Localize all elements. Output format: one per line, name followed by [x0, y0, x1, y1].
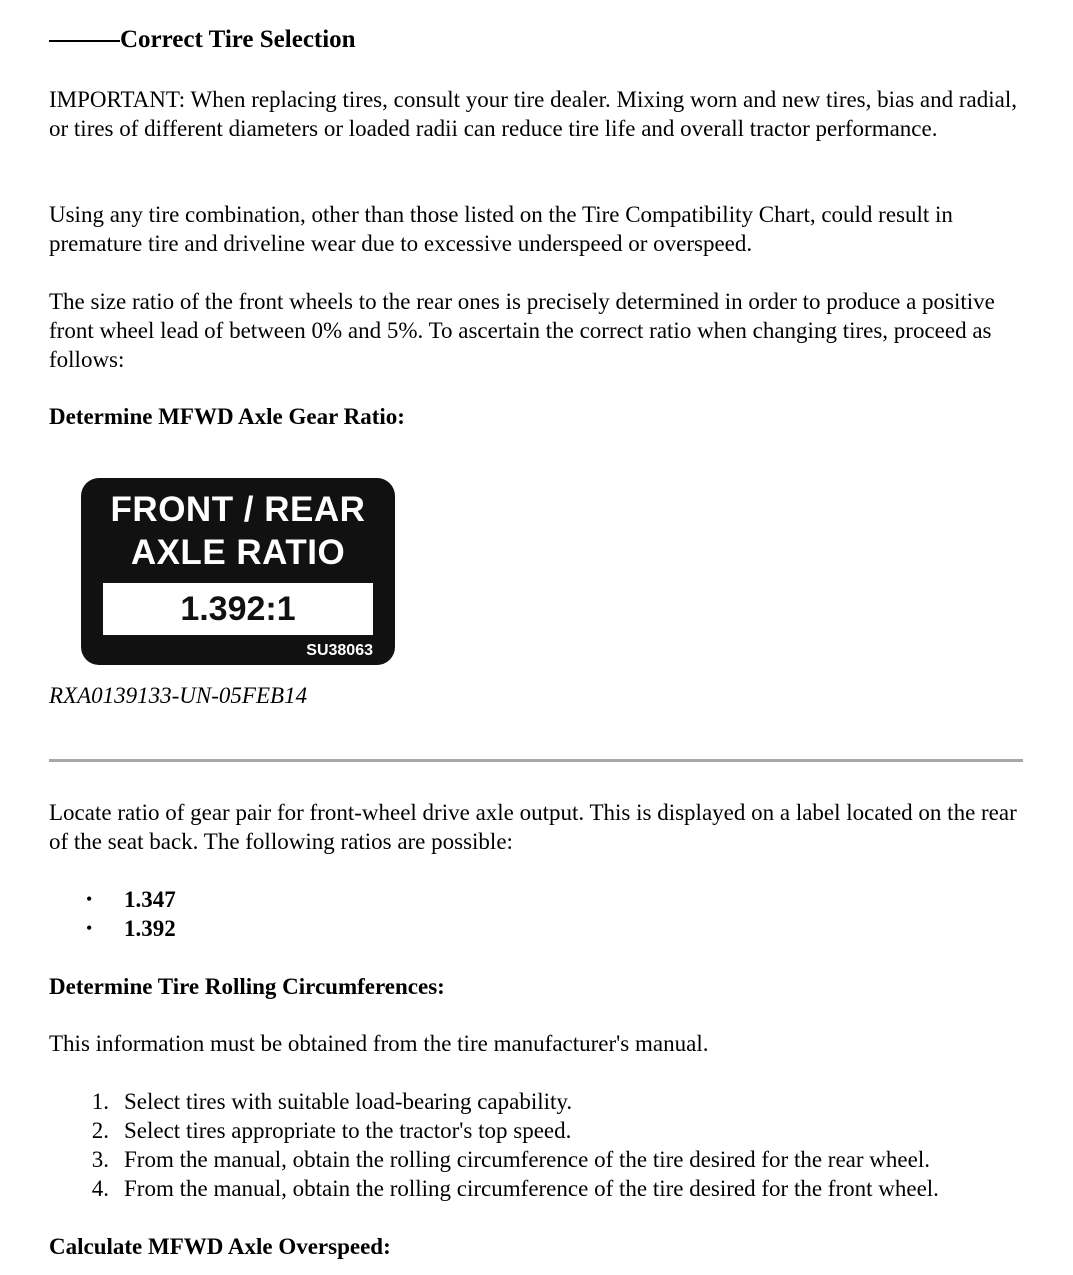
step-number: 4.	[91, 1176, 109, 1201]
tire-info-paragraph: This information must be obtained from the tire manufacturer's manual.	[49, 1031, 709, 1056]
ratio-value: 1.392	[124, 916, 176, 941]
size-ratio-paragraph: The size ratio of the front wheels to the rear ones is precisely determined in order to produce a positive front wheel lead of between 0% and 5%. To ascertain the correct ratio when changing tires, proceed as follows:	[49, 289, 995, 372]
list-item	[49, 1087, 939, 1116]
axle-ratio-label	[81, 478, 395, 665]
heading-overspeed: Calculate MFWD Axle Overspeed:	[49, 1234, 391, 1259]
ratio-value: 1.347	[124, 887, 176, 912]
label-ratio-value: 1.392:1	[180, 589, 296, 628]
section-title-row	[49, 24, 356, 56]
step-text: From the manual, obtain the rolling circumference of the tire desired for the rear wheel.	[124, 1147, 930, 1172]
heading-gear-ratio: Determine MFWD Axle Gear Ratio:	[49, 404, 405, 429]
step-number: 3.	[91, 1147, 109, 1172]
list-item	[49, 1116, 939, 1145]
label-line-front-rear: FRONT / REAR	[110, 490, 366, 529]
label-value-box	[103, 583, 373, 635]
step-number: 1.	[91, 1089, 109, 1114]
label-line-axle-ratio: AXLE RATIO	[130, 533, 346, 572]
step-text: Select tires with suitable load-bearing capability.	[124, 1089, 573, 1114]
locate-ratio-paragraph: Locate ratio of gear pair for front-wheel drive axle output. This is displayed on a label located on the rear of the seat back. The following ratios are possible:	[49, 800, 1017, 854]
list-item	[49, 1174, 939, 1203]
step-text: From the manual, obtain the rolling circumference of the tire desired for the front wheel.	[124, 1176, 939, 1201]
divider-rule	[49, 759, 1023, 762]
section-title: Correct Tire Selection	[120, 26, 356, 53]
step-number: 2.	[91, 1118, 109, 1143]
important-paragraph: IMPORTANT: When replacing tires, consult your tire dealer. Mixing worn and new tires, bias and radial, or tires of different diameters or loaded radii can reduce tire life and overall tractor performance.	[49, 87, 1017, 141]
image-caption: RXA0139133-UN-05FEB14	[49, 683, 308, 708]
combination-paragraph: Using any tire combination, other than those listed on the Tire Compatibility Chart, could result in premature tire and driveline wear due to excessive underspeed or overspeed.	[49, 202, 953, 256]
heading-rolling-circumference: Determine Tire Rolling Circumferences:	[49, 974, 445, 999]
list-item	[49, 914, 176, 943]
label-part-code: SU38063	[306, 642, 373, 659]
ratio-list	[49, 885, 176, 943]
list-item	[49, 885, 176, 914]
steps-list	[49, 1087, 939, 1203]
step-text: Select tires appropriate to the tractor's top speed.	[124, 1118, 572, 1143]
list-item	[49, 1145, 939, 1174]
title-rule	[49, 40, 120, 42]
bullet-marker: •	[86, 889, 93, 909]
bullet-marker: •	[86, 918, 93, 938]
